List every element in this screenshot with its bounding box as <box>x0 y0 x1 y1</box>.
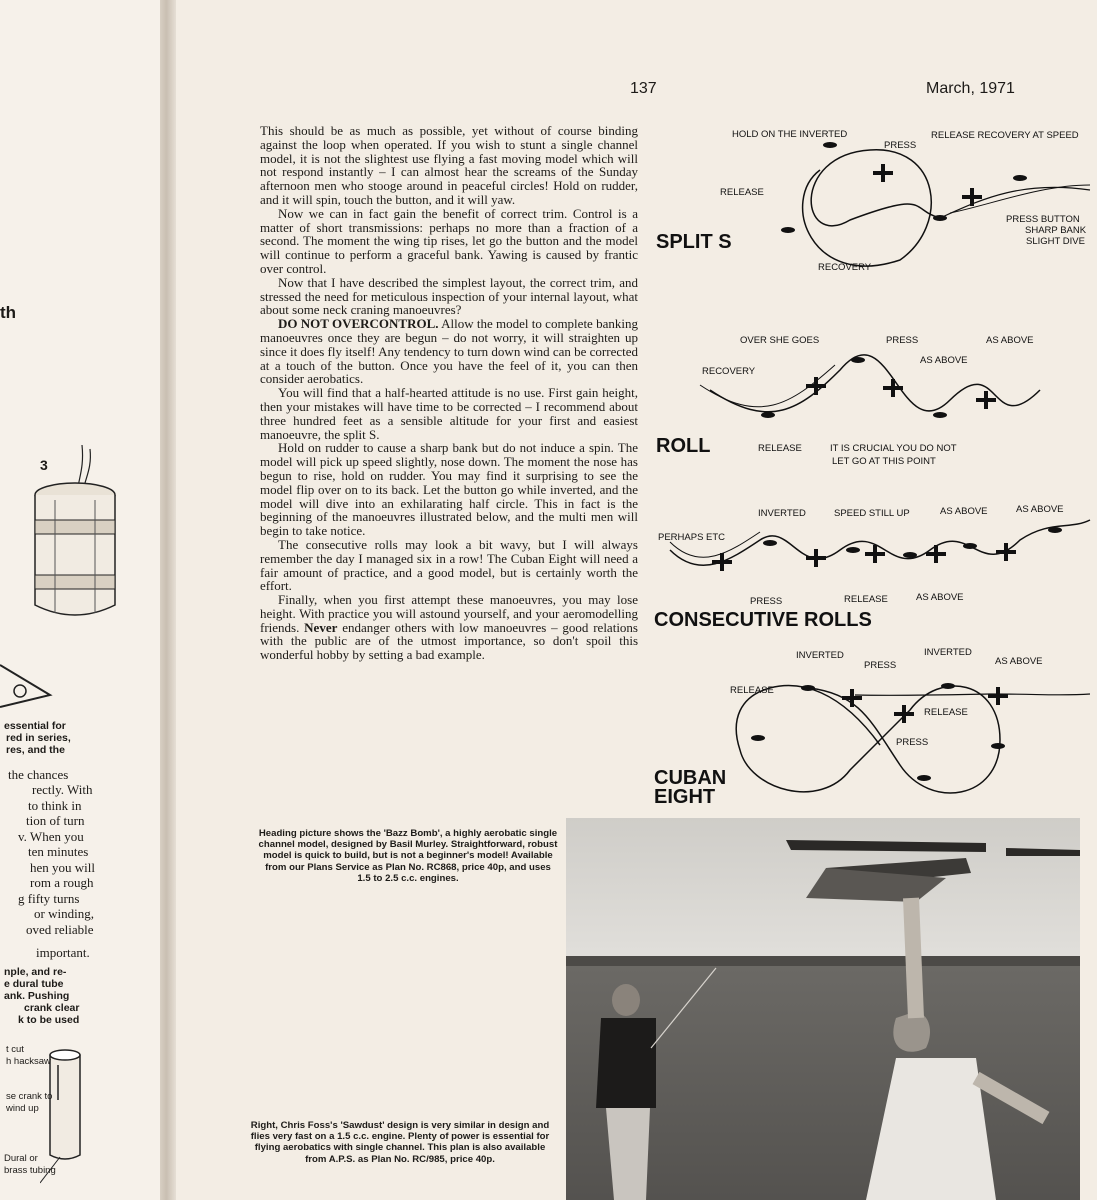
paragraph-1: This should be as much as possible, yet without of course binding against the loop when operated. If you wish to stunt a single channel model, it is not the slightest use flying a fast moving model which will not respond instantly – I can almost hear the screams of the Sunday afternoon men who stooge around in peaceful circles! Hold on rudder, and it will spin, touch the button, and it will yaw. <box>260 123 638 207</box>
paragraph-6: Hold on rudder to cause a sharp bank but do not induce a spin. The model will pick up speed slightly, nose down. The moment the nose has begun to rise, hold on rudder. You may find it surprising to see the model flip over on to its back. Let the button go while inverted, and the model will dive into an exhilarating half circle. This in fact is the beginning of the manoeuvres illustrated below, and the multi men will begin to take notice. <box>260 440 638 539</box>
manoeuvre-diagrams <box>640 110 1097 810</box>
left-page-fragment: th 3 essential for red in series, res, and the the chances rectly. With to think in tion of turn v. When you ten minutes hen you will rom a rough g fifty turns or winding, oved reliable important. nple, and re- e dural tube ank. Pushing crank clear k to be used t cut h hacksaw se crank to wind up Dural or brass tubing <box>0 0 160 1200</box>
diagram-cuban-eight <box>654 647 1090 808</box>
sawdust-model-photo <box>566 818 1080 1200</box>
left-heading-fragment: th <box>0 303 17 322</box>
svg-text:AS ABOVE: AS ABOVE <box>986 335 1034 346</box>
svg-text:RELEASE: RELEASE <box>924 707 968 718</box>
svg-text:SPEED STILL UP: SPEED STILL UP <box>834 508 910 519</box>
consecutive-rolls-title: CONSECUTIVE ROLLS <box>654 609 872 631</box>
page-number: 137 <box>630 80 657 97</box>
svg-text:AS ABOVE: AS ABOVE <box>940 506 988 517</box>
svg-text:PRESS: PRESS <box>884 140 917 151</box>
overcontrol-lead: DO NOT OVERCONTROL. <box>278 316 439 332</box>
svg-text:SLIGHT DIVE: SLIGHT DIVE <box>1026 236 1085 247</box>
svg-text:PERHAPS ETC: PERHAPS ETC <box>658 532 726 543</box>
roll-title: ROLL <box>656 435 711 457</box>
diagram-roll <box>656 335 1040 467</box>
crank-illustration <box>0 655 60 715</box>
cuban-title-2: EIGHT <box>654 786 716 808</box>
cuban-title-1: CUBAN <box>654 767 727 789</box>
never-emphasis: Never <box>304 619 338 635</box>
diagram-consecutive-rolls <box>654 504 1090 631</box>
svg-text:IT IS CRUCIAL YOU DO NOT: IT IS CRUCIAL YOU DO NOT <box>830 443 957 454</box>
svg-text:RELEASE: RELEASE <box>730 685 774 696</box>
svg-text:PRESS: PRESS <box>864 660 897 671</box>
svg-text:RELEASE RECOVERY AT SPEED: RELEASE RECOVERY AT SPEED <box>931 130 1079 141</box>
paragraph-7: The consecutive rolls may look a bit wavy, but I will always remember the day I managed six in a row! The Cuban Eight will need a fair amount of practice, and a good model, but is certainly worth the effort. <box>260 536 638 594</box>
paragraph-final: Finally, when you first attempt these manoeuvres, you may lose height. With practice you will astound yourself, and your aeromodelling friends. Never endanger others with low manoeuvres – good relations with the public are of the utmost importance, so don't spoil this wonderful hobby by setting a bad example. <box>260 592 638 663</box>
svg-text:PRESS: PRESS <box>896 737 929 748</box>
photo-caption: Right, Chris Foss's 'Sawdust' design is very similar in design and flies very fast on a 1.5 c.c. engine. Plenty of power is essential for flying aerobatics with single channel. This plan is also available from A.P.S. as Plan No. RC/985, price 40p. <box>250 1120 550 1165</box>
diagram-split-s <box>656 129 1090 273</box>
paragraph-2: Now we can in fact gain the benefit of correct trim. Control is a matter of short transmissions: perhaps no more than a fraction of a second. The moment the wing tip rises, let go the button and the model will continue to perform a graceful bank. Yawing is caused by frantic over control. <box>260 205 638 276</box>
svg-text:AS ABOVE: AS ABOVE <box>920 355 968 366</box>
photo-illustration <box>566 818 1080 1200</box>
svg-text:HOLD ON THE INVERTED: HOLD ON THE INVERTED <box>732 129 848 140</box>
svg-text:RELEASE: RELEASE <box>844 594 888 605</box>
svg-text:SHARP BANK: SHARP BANK <box>1025 225 1087 236</box>
heading-picture-caption: Heading picture shows the 'Bazz Bomb', a highly aerobatic single channel model, designed by Basil Murley. Straightforward, robust model is quick to build, but is not a beginner's model! Available from our Plans Service as Plan No. RC868, price 40p, and uses 1.5 to 2.5 c.c. engines. <box>258 828 558 884</box>
svg-text:RECOVERY: RECOVERY <box>818 262 872 273</box>
svg-text:RELEASE: RELEASE <box>758 443 802 454</box>
svg-text:PRESS BUTTON: PRESS BUTTON <box>1006 214 1080 225</box>
svg-text:RECOVERY: RECOVERY <box>702 366 756 377</box>
svg-text:INVERTED: INVERTED <box>758 508 806 519</box>
svg-text:OVER SHE GOES: OVER SHE GOES <box>740 335 820 346</box>
split-s-title: SPLIT S <box>656 231 732 253</box>
svg-text:LET GO AT THIS POINT: LET GO AT THIS POINT <box>832 456 936 467</box>
figure-number: 3 <box>40 457 48 473</box>
page-gutter <box>160 0 176 1200</box>
article-body <box>260 124 638 662</box>
svg-text:AS ABOVE: AS ABOVE <box>916 592 964 603</box>
paragraph-overcontrol <box>260 317 638 386</box>
svg-text:INVERTED: INVERTED <box>924 647 972 658</box>
issue-date: March, 1971 <box>926 80 1015 97</box>
paragraph-5: You will find that a half-hearted attitude is no use. First gain height, then your mistakes will have time to be corrected – I recommend about three hundred feet as a sensible altitude for your first and easiest manoeuvre, the split S. <box>260 385 638 442</box>
motor-bundle-illustration <box>20 445 130 635</box>
left-important: important. <box>36 945 90 960</box>
overcontrol-text: Allow the model to complete banking manoeuvres once they are begun – do not worry, it will straighten up since it does fly itself! Any tendency to turn down wind can be corrected at a touch of the button. Once you have the feel of it, you can then consider aerobatics. <box>260 316 638 387</box>
svg-text:PRESS: PRESS <box>886 335 919 346</box>
svg-text:AS ABOVE: AS ABOVE <box>995 656 1043 667</box>
paragraph-3: Now that I have described the simplest layout, the correct trim, and stressed the need for meticulous inspection of your internal layout, what about some neck craning manoeuvres? <box>260 274 638 318</box>
svg-text:AS ABOVE: AS ABOVE <box>1016 504 1064 515</box>
svg-text:RELEASE: RELEASE <box>720 187 764 198</box>
svg-text:PRESS: PRESS <box>750 596 783 607</box>
svg-text:INVERTED: INVERTED <box>796 650 844 661</box>
